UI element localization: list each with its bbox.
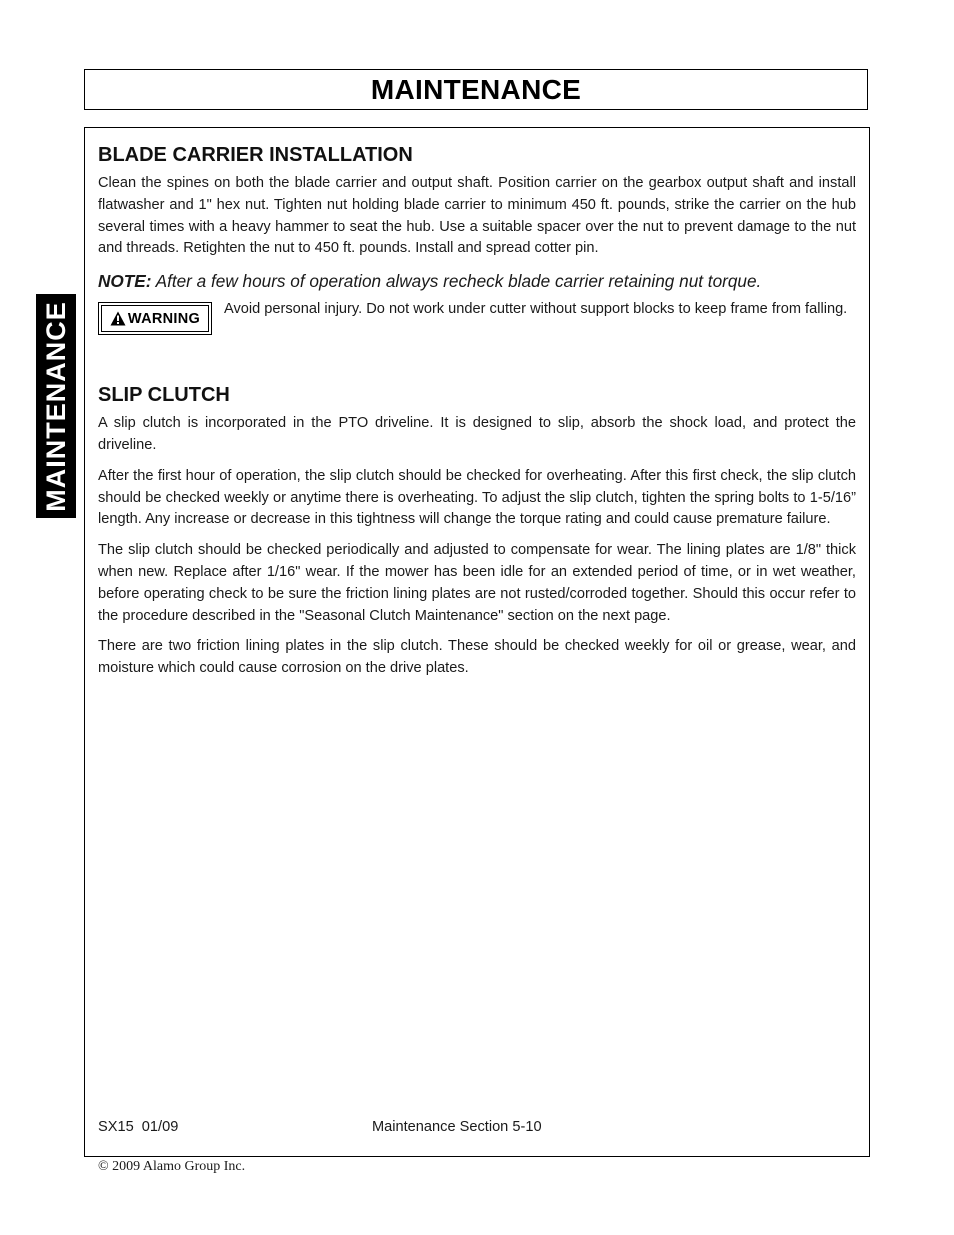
page-title: MAINTENANCE [370,73,582,105]
note-label: NOTE: [98,271,152,292]
footer-model-date: SX15 01/09 [98,1119,179,1135]
note-text: After a few hours of operation always recheck blade carrier retaining nut torque. [151,271,762,292]
content-panel [84,127,870,1157]
paragraph-slip-clutch-4: There are two friction lining plates in the slip clutch. These should be checked weekly for oil or grease, wear, and moisture which could cause corrosion on the drive plates. [98,638,856,677]
warning-triangle-icon [110,311,126,326]
paragraph-slip-clutch-2: After the first hour of operation, the slip clutch should be checked for overheating. After this first check, the slip clutch should be checked weekly or anytime there is overheating. To adjust the slip clutch, tighten the spring bolts to 1-5/16” length. Any increase or decrease in this tightness will change the torque rating and could cause premature failure. [98,467,856,528]
warning-row [98,302,856,335]
note [98,269,856,293]
section-heading-blade-carrier: BLADE CARRIER INSTALLATION [98,144,413,166]
paragraph-slip-clutch-1: A slip clutch is incorporated in the PTO driveline. It is designed to slip, absorb the shock load, and protect the driveline. [98,415,856,453]
side-tab-label: MAINTENANCE [40,300,71,512]
copyright: © 2009 Alamo Group Inc. [98,1159,246,1174]
warning-badge-inner [101,305,209,332]
page-header [84,69,868,110]
warning-label: WARNING [127,310,201,327]
paragraph-slip-clutch-3: The slip clutch should be checked periodically and adjusted to compensate for wear. The lining plates are 1/8" thick when new. Replace after 1/16" wear. If the mower has been idle for an extended period of time, or in wet weather, before operating check to be sure the friction lining plates are not rusted/corroded together. Should this occur refer to the procedure described in the "Seasonal Clutch Maintenance" section on the next page. [98,542,856,624]
warning-message-wrap [224,302,856,321]
paragraph-blade-carrier: Clean the spines on both the blade carrier and output shaft. Position carrier on the gearbox output shaft and install flatwasher and 1" hex nut. Tighten nut holding blade carrier to minimum 450 ft. pounds, strike the carrier on the hub several times with a heavy hammer to seat the hub. Use a suitable spacer over the nut to prevent damage to the nut and threads. Retighten the nut to 450 ft. pounds. Install and spread cotter pin. [98,175,856,257]
warning-message: Avoid personal injury. Do not work under cutter without support blocks to keep frame from falling. [224,301,848,318]
warning-badge [98,302,212,335]
side-tab [36,294,76,518]
footer-section: Maintenance Section 5-10 [372,1119,542,1135]
content-body [98,142,856,680]
section-heading-slip-clutch: SLIP CLUTCH [98,384,230,407]
